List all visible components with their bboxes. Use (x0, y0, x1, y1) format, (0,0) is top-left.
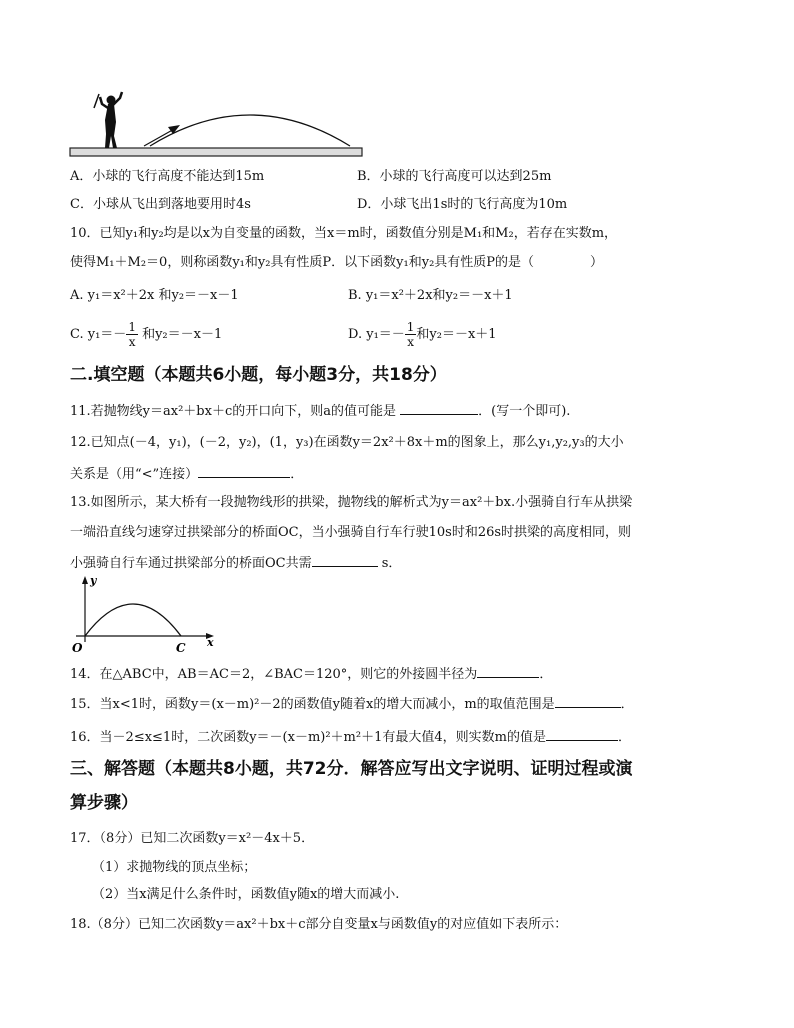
q10-d-text2: 和y₂＝－x＋1 (416, 327, 497, 342)
q16-tail: ． (617, 730, 631, 745)
golf-option-a: A．小球的飞行高度不能达到15m (70, 169, 265, 184)
q12-text: 关系是（用“<”连接） (70, 467, 199, 482)
q10-option-a: A. y₁＝x²＋2x 和y₂＝－x－1 (70, 288, 239, 303)
answer-blank (312, 553, 378, 567)
q13-text: 小强骑自行车通过拱梁部分的桥面OC共需 (70, 556, 312, 571)
point-c-label: C (176, 641, 186, 655)
golfer-silhouette (94, 92, 122, 148)
answer-blank (400, 401, 478, 415)
q13-line1: 13.如图所示，某大桥有一段抛物线形的拱梁，抛物线的解析式为y＝ax²＋bx.小强骑自行车从拱梁 (70, 495, 633, 510)
q10-line2 (70, 254, 603, 272)
golf-option-d: D．小球飞出1s时的飞行高度为10m (357, 197, 568, 212)
q10-line2-close: ） (590, 255, 604, 270)
golf-option-b: B．小球的飞行高度可以达到25m (357, 169, 552, 184)
q14-tail: ． (539, 667, 553, 682)
frac-den: x (128, 335, 136, 349)
fraction-1-over-x (405, 320, 417, 349)
q11-tail: ．(写一个即可). (478, 404, 571, 419)
q11-text: 11.若抛物线y＝ax²＋bx＋c的开口向下，则a的值可能是 (70, 404, 401, 419)
q14-text: 14．在△ABC中，AB＝AC＝2，∠BAC＝120°，则它的外接圆半径为 (70, 667, 478, 682)
q11 (70, 401, 570, 421)
flight-arc (150, 115, 350, 146)
q10-line2-text: 使得M₁＋M₂＝0，则称函数y₁和y₂具有性质P．以下函数y₁和y₂具有性质P的是（ (70, 255, 535, 270)
answer-blank (555, 694, 621, 708)
q12-tail: ． (290, 467, 304, 482)
q10-d-text: D. y₁＝－ (348, 327, 405, 342)
ground-bar (70, 148, 362, 156)
q10-option-d (348, 320, 497, 349)
q10-line1: 10．已知y₁和y₂均是以x为自变量的函数，当x＝m时，函数值分别是M₁和M₂，若存在实数m， (70, 226, 618, 241)
answer-blank (546, 727, 618, 741)
q18-stem: 18.（8分）已知二次函数y＝ax²＋bx＋c部分自变量x与函数值y的对应值如下表所示： (70, 917, 568, 932)
q15-text: 15．当x<1时，函数y＝(x－m)²－2的函数值y随着x的增大而减小，m的取值范围是 (70, 697, 555, 712)
origin-label: O (72, 641, 83, 655)
q10-c-text: C. y₁＝－ (70, 327, 127, 342)
q14 (70, 664, 552, 684)
frac-num: 1 (128, 320, 136, 334)
section-heading-answer-cont: 算步骤） (70, 793, 138, 813)
x-axis-label: x (207, 636, 214, 649)
section-heading-fill-in: 二.填空题（本题共6小题，每小题3分，共18分） (70, 365, 447, 385)
frac-den: x (407, 335, 414, 349)
golf-option-c: C．小球从飞出到落地要用时4s (70, 197, 251, 212)
q13-line2: 一端沿直线匀速穿过拱梁部分的桥面OC，当小强骑自行车行驶10s时和26s时拱梁的高度相同，则 (70, 525, 632, 540)
fraction-1-over-x (126, 320, 138, 349)
q10-c-text2: 和y₂＝－x－1 (137, 327, 223, 342)
y-axis-label: y (90, 574, 97, 587)
q17-stem: 17．（8分）已知二次函数y＝x²－4x＋5． (70, 831, 315, 846)
parabola-bridge-figure (68, 574, 228, 656)
q15-tail: ． (620, 697, 634, 712)
answer-blank (477, 664, 539, 678)
q12-line2 (70, 464, 303, 484)
answer-blank (198, 464, 290, 478)
q16 (70, 727, 631, 747)
q16-text: 16．当－2≤x≤1时，二次函数y＝－(x－m)²＋m²＋1有最大值4，则实数m的值是 (70, 730, 546, 745)
q13-tail: s． (377, 556, 402, 571)
golf-trajectory-figure (64, 88, 368, 160)
q17-part1: （1）求抛物线的顶点坐标； (92, 860, 257, 875)
q10-option-b: B. y₁＝x²＋2x和y₂＝－x＋1 (348, 288, 513, 303)
q15 (70, 694, 634, 714)
frac-num: 1 (406, 320, 415, 334)
section-heading-answer: 三、解答题（本题共8小题，共72分．解答应写出文字说明、证明过程或演 (70, 759, 633, 779)
q17-part2: （2）当x满足什么条件时，函数值y随x的增大而减小. (92, 887, 400, 902)
q10-option-c (70, 320, 222, 349)
q12-line1: 12.已知点(－4，y₁)，(－2，y₂)，(1，y₃)在函数y＝2x²＋8x＋m的图象上，那么y₁,y₂,y₃的大小 (70, 435, 624, 450)
q13-line3 (70, 553, 401, 573)
parabola-arch (85, 604, 181, 636)
